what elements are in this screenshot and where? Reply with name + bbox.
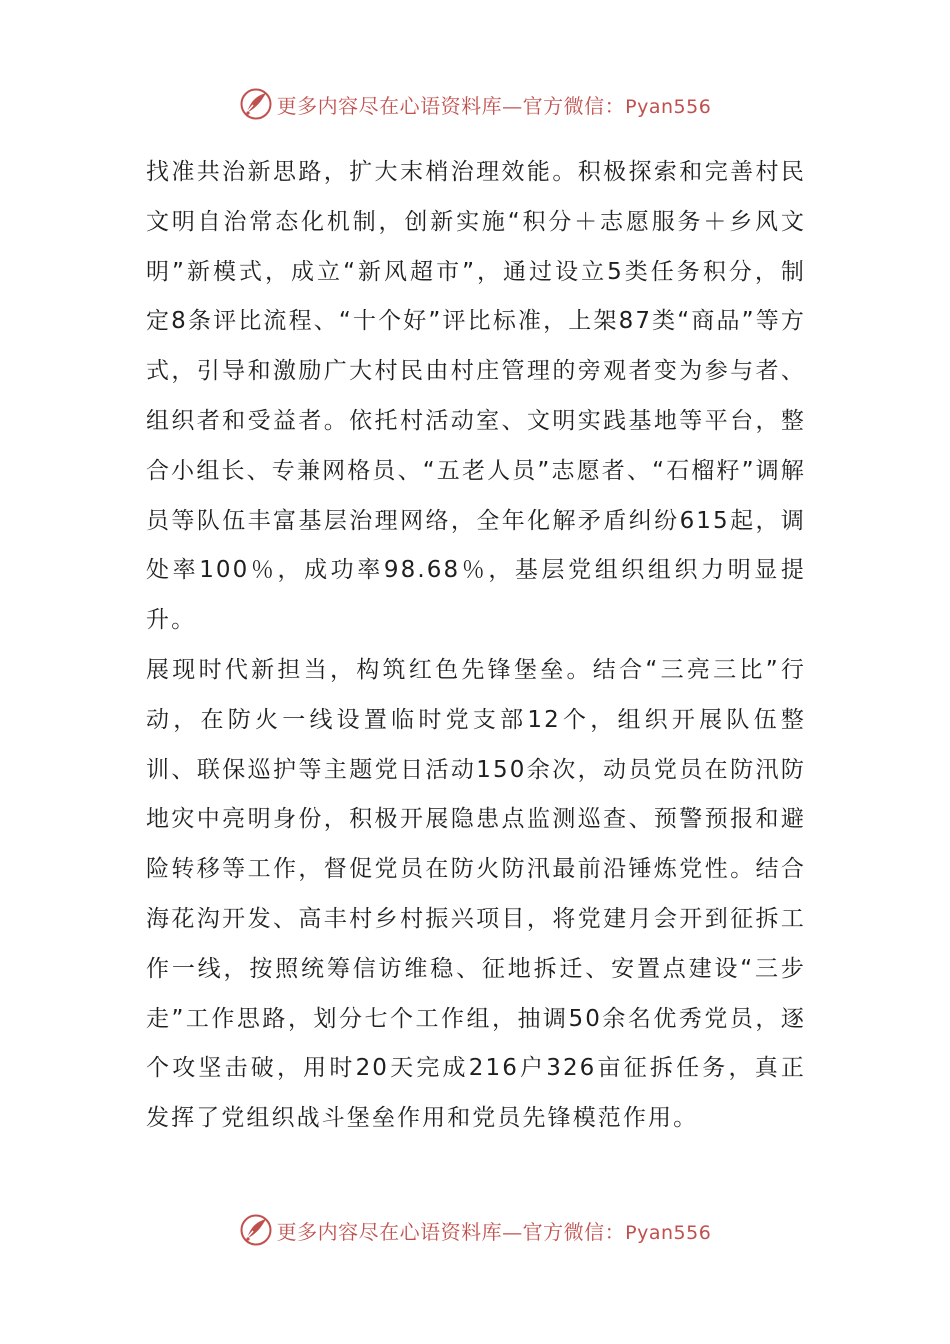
watermark-dash: — bbox=[502, 93, 523, 118]
watermark-brand: 更多内容尽在心语资料库 bbox=[276, 93, 503, 118]
pen-nib-logo-icon bbox=[239, 87, 273, 121]
watermark-dash: — bbox=[502, 1219, 523, 1244]
watermark-contact-id: Pyan556 bbox=[625, 95, 712, 118]
paragraph-party-building: 展现时代新担当，构筑红色先锋堡垒。结合“三亮三比”行动，在防火一线设置临时党支部12个，组织开展队伍整训、联保巡护等主题党日活动150余次，动员党员在防汛防地灾中亮明身份，积极开展隐患点监测巡查、预警预报和避险转移等工作，督促党员在防火防汛最前沿锤炼党性。结合海花沟开发、高丰村乡村振兴项目，将党建月会开到征拆工作一线，按照统筹信访维稳、征地拆迁、安置点建设“三步走”工作思路，划分七个工作组，抽调50余名优秀党员，逐个攻坚击破，用时20天完成216户326亩征拆任务，真正发挥了党组织战斗堡垒作用和党员先锋模范作用。 bbox=[146, 656, 806, 1132]
watermark-brand: 更多内容尽在心语资料库 bbox=[276, 1219, 503, 1244]
watermark-footer bbox=[0, 1210, 950, 1250]
paragraph-governance: 找准共治新思路，扩大末梢治理效能。积极探索和完善村民文明自治常态化机制，创新实施“积分＋志愿服务＋乡风文明”新模式，成立“新风超市”，通过设立5类任务积分，制定8条评比流程、“十个好”评比标准，上架87类“商品”等方式，引导和激励广大村民由村庄管理的旁观者变为参与者、组织者和受益者。依托村活动室、文明实践基地等平台，整合小组长、专兼网格员、“五老人员”志愿者、“石榴籽”调解员等队伍丰富基层治理网络，全年化解矛盾纠纷615起，调处率100％，成功率98.68％，基层党组织组织力明显提升。 bbox=[146, 159, 806, 634]
watermark-contact-id: Pyan556 bbox=[625, 1221, 712, 1244]
watermark-header bbox=[0, 84, 950, 124]
document-body bbox=[146, 148, 806, 1144]
watermark-contact-label: 官方微信： bbox=[522, 1219, 626, 1244]
watermark-contact-label: 官方微信： bbox=[522, 93, 626, 118]
watermark-text bbox=[277, 90, 712, 119]
pen-nib-logo-icon bbox=[239, 1213, 273, 1247]
watermark-text bbox=[277, 1216, 712, 1245]
